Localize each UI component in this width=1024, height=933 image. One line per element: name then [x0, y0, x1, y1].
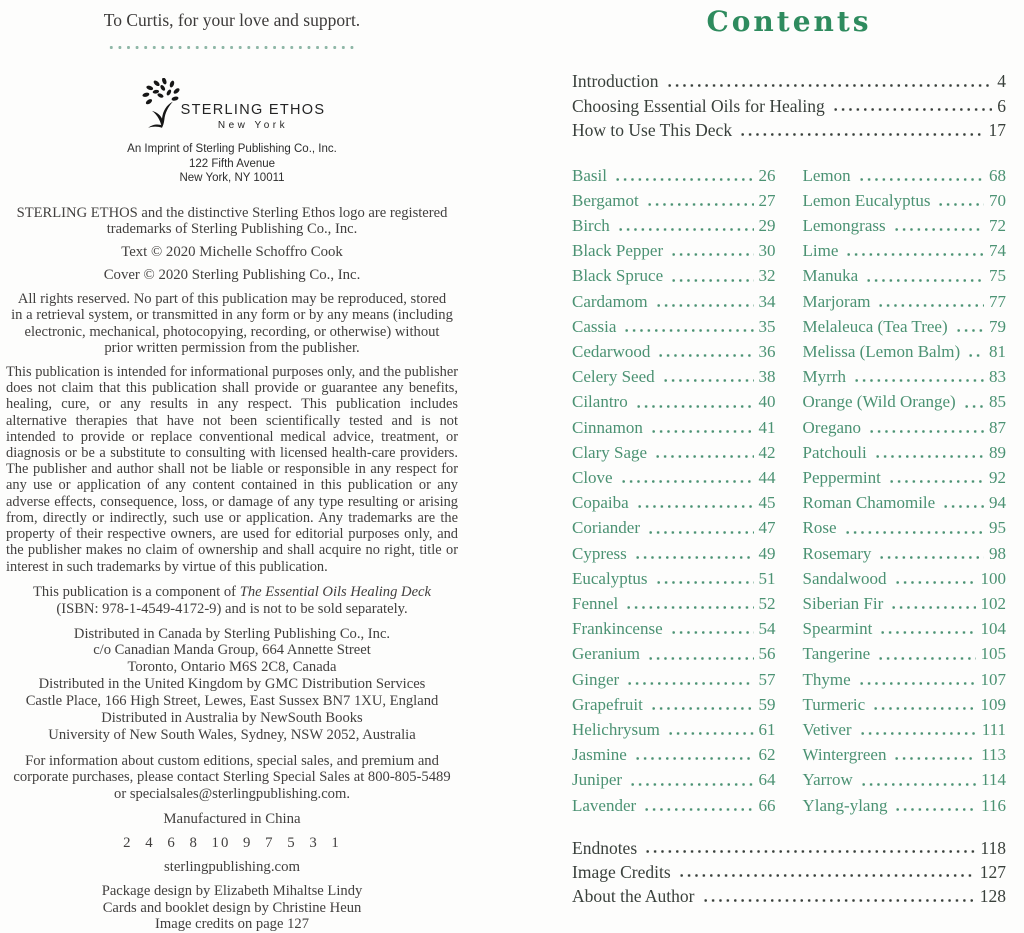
toc-entry — [572, 94, 1006, 119]
dot-leader — [961, 389, 986, 414]
dot-leader — [665, 717, 756, 742]
toc-entry — [572, 717, 776, 742]
toc-entry — [572, 566, 776, 591]
toc-entry-page: 30 — [758, 241, 776, 261]
dot-leader — [648, 415, 756, 440]
toc-entry-page: 85 — [989, 392, 1006, 412]
deck-title: The Essential Oils Healing Deck — [239, 583, 432, 600]
dot-leader — [866, 415, 986, 440]
tree-icon — [139, 78, 185, 135]
toc-entry-label: Celery Seed — [572, 367, 655, 387]
toc-entry — [572, 515, 776, 540]
toc-entry-label: Lemongrass — [802, 215, 886, 235]
dot-leader — [851, 364, 986, 389]
toc-entry-label: Yarrow — [802, 770, 853, 790]
toc-entry-label: Coriander — [572, 518, 640, 538]
toc-entry — [803, 717, 1007, 742]
dot-leader — [612, 163, 756, 188]
toc-entry-label: Clove — [572, 467, 613, 487]
manufactured-line: Manufactured in China — [163, 810, 301, 827]
toc-entry — [803, 289, 1007, 314]
toc-entry — [572, 289, 776, 314]
toc-entry-page: 89 — [989, 442, 1006, 462]
toc-entry-page: 72 — [989, 215, 1006, 235]
dot-leader — [653, 289, 756, 314]
toc-entry — [572, 339, 776, 364]
toc-entry-label: Sandalwood — [802, 568, 887, 588]
toc-entry — [572, 742, 776, 767]
trademark-paragraph: STERLING ETHOS and the distinctive Sterling Ethos logo are registered trademarks of Sterling Publishing Co., Inc. — [16, 204, 448, 238]
isbn-line: (ISBN: 978-1-4549-4172-9) and is not to be sold separately. — [56, 600, 408, 617]
toc-entry-label: Cilantro — [572, 392, 628, 412]
toc-entry-page: 98 — [989, 543, 1006, 563]
toc-entry-page: 45 — [758, 493, 776, 513]
publisher-website: sterlingpublishing.com — [163, 858, 301, 875]
toc-entry-page: 44 — [758, 467, 776, 487]
toc-entry — [572, 213, 776, 238]
toc-entry-label: About the Author — [572, 886, 695, 907]
credit-line: Cards and booklet design by Christine Heun — [102, 899, 362, 916]
toc-entry — [572, 541, 776, 566]
toc-entry-page: 64 — [758, 770, 776, 790]
toc-entry-label: Tangerine — [802, 644, 871, 664]
dot-leader — [627, 767, 755, 792]
dot-leader — [935, 188, 986, 213]
toc-entry-page: 54 — [758, 619, 776, 639]
dot-leader — [621, 314, 755, 339]
toc-entry-label: Fennel — [572, 593, 619, 613]
toc-oils-right-column — [803, 163, 1007, 818]
toc-entry-label: Eucalyptus — [572, 568, 648, 588]
print-run-line: 2 4 6 8 10 9 7 5 3 1 — [123, 834, 341, 851]
toc-entry-page: 102 — [980, 593, 1006, 613]
toc-entry — [803, 541, 1007, 566]
toc-entry-page: 35 — [758, 316, 776, 336]
toc-entry-page: 36 — [758, 341, 776, 361]
toc-entry-page: 118 — [980, 837, 1006, 858]
toc-entry — [803, 188, 1007, 213]
dot-leader — [886, 465, 986, 490]
distribution-line: Toronto, Ontario M6S 2C8, Canada — [127, 659, 337, 676]
toc-entry-page: 51 — [758, 568, 776, 588]
toc-entry — [572, 314, 776, 339]
toc-entry-page: 94 — [989, 493, 1006, 513]
toc-entry-page: 68 — [989, 165, 1006, 185]
toc-entry-label: Marjoram — [802, 291, 871, 311]
toc-entry — [572, 884, 1006, 908]
sterling-ethos-logo — [6, 78, 458, 133]
toc-entry-label: Introduction — [572, 71, 659, 91]
toc-entry-page: 87 — [989, 417, 1006, 437]
distribution-block — [6, 626, 458, 744]
toc-entry-page: 114 — [981, 770, 1006, 790]
dot-leader — [655, 339, 755, 364]
toc-entry-label: Geranium — [572, 644, 640, 664]
toc-front-matter — [572, 69, 1006, 143]
contents-page — [560, 0, 1012, 908]
dot-leader — [856, 163, 986, 188]
toc-entry-page: 47 — [758, 518, 776, 538]
toc-entry — [803, 440, 1007, 465]
toc-entry-page: 42 — [758, 442, 776, 462]
toc-entry-page: 105 — [980, 644, 1006, 664]
dot-leader — [891, 213, 986, 238]
component-text: This publication is a component of — [32, 583, 240, 600]
toc-entry-page: 6 — [997, 95, 1006, 116]
toc-back-matter — [572, 836, 1006, 909]
toc-entry — [803, 793, 1007, 818]
toc-entry-page: 116 — [981, 795, 1006, 815]
toc-entry — [803, 742, 1007, 767]
distribution-line: c/o Canadian Manda Group, 664 Annette Street — [93, 642, 371, 659]
toc-entry-page: 127 — [979, 862, 1006, 883]
toc-entry — [803, 767, 1007, 792]
credit-line: Image credits on page 127 — [155, 916, 309, 933]
dot-leader — [892, 566, 978, 591]
toc-entry-label: Black Spruce — [572, 266, 664, 286]
dot-leader — [632, 742, 756, 767]
toc-entry-label: Melaleuca (Tea Tree) — [802, 316, 948, 336]
toc-entry-page: 66 — [758, 795, 776, 815]
toc-entry-label: Patchouli — [802, 442, 867, 462]
toc-entry-label: Cypress — [572, 543, 627, 563]
toc-entry-label: Orange (Wild Orange) — [802, 392, 956, 412]
dot-leader — [668, 616, 756, 641]
toc-entry-label: Roman Chamomile — [802, 493, 936, 513]
dotted-divider — [107, 45, 357, 50]
dot-leader — [830, 94, 994, 119]
toc-entry — [572, 641, 776, 666]
toc-entry-label: Copaiba — [572, 493, 629, 513]
dot-leader — [891, 742, 978, 767]
toc-entry-page: 74 — [989, 241, 1006, 261]
toc-entry-label: Helichrysum — [572, 719, 660, 739]
toc-entry-label: Birch — [572, 215, 610, 235]
toc-entry-label: Vetiver — [802, 719, 852, 739]
distribution-line: Distributed in Canada by Sterling Publishing Co., Inc. — [73, 625, 391, 642]
toc-entry — [572, 440, 776, 465]
dot-leader — [645, 641, 756, 666]
toc-entry-page: 104 — [980, 619, 1006, 639]
toc-entry — [803, 213, 1007, 238]
toc-entry — [572, 591, 776, 616]
dot-leader — [642, 836, 977, 860]
dot-leader — [857, 717, 979, 742]
toc-entry — [803, 238, 1007, 263]
toc-entry — [572, 238, 776, 263]
toc-entry-page: 17 — [988, 120, 1006, 140]
dot-leader — [856, 667, 978, 692]
toc-entry-label: Cedarwood — [572, 341, 651, 361]
dot-leader — [877, 616, 977, 641]
toc-entry — [572, 836, 1006, 860]
toc-entry — [572, 465, 776, 490]
toc-oil-columns — [572, 163, 1006, 818]
toc-entry-page: 40 — [758, 392, 776, 412]
toc-entry-label: Cardamom — [572, 291, 648, 311]
dot-leader — [648, 692, 756, 717]
dot-leader — [653, 566, 756, 591]
contents-title: Contents — [706, 5, 872, 38]
toc-entry-page: 79 — [989, 316, 1006, 336]
dot-leader — [737, 118, 985, 143]
toc-entry-page: 75 — [989, 266, 1006, 286]
toc-entry-page: 128 — [979, 886, 1006, 907]
dot-leader — [644, 188, 756, 213]
component-note — [6, 584, 458, 618]
toc-entry-label: Basil — [572, 165, 607, 185]
dot-leader — [634, 490, 756, 515]
toc-entry-page: 77 — [989, 291, 1006, 311]
toc-entry — [803, 490, 1007, 515]
toc-entry — [572, 389, 776, 414]
toc-entry-label: Bergamot — [572, 190, 639, 210]
dot-leader — [888, 591, 977, 616]
toc-entry-label: Spearmint — [802, 619, 873, 639]
toc-entry — [803, 591, 1007, 616]
toc-entry-page: 26 — [758, 165, 776, 185]
toc-entry-label: Ginger — [572, 669, 620, 689]
toc-entry-page: 32 — [758, 266, 776, 286]
dot-leader — [623, 591, 755, 616]
imprint-line: New York, NY 10011 — [179, 172, 285, 184]
toc-entry — [572, 490, 776, 515]
toc-entry-label: How to Use This Deck — [572, 120, 733, 140]
toc-entry — [572, 793, 776, 818]
toc-entry-page: 34 — [758, 291, 776, 311]
toc-entry-label: Peppermint — [802, 467, 881, 487]
dot-leader — [618, 465, 756, 490]
toc-entry-page: 92 — [989, 467, 1006, 487]
imprint-line: An Imprint of Sterling Publishing Co., Inc. — [127, 143, 337, 155]
toc-entry-page: 83 — [989, 367, 1006, 387]
toc-entry-label: Thyme — [802, 669, 851, 689]
toc-entry — [572, 188, 776, 213]
toc-entry — [572, 860, 1006, 884]
toc-entry-page: 62 — [758, 745, 776, 765]
publisher-city: New York — [217, 120, 289, 131]
toc-entry-label: Image Credits — [572, 862, 671, 883]
toc-entry — [803, 314, 1007, 339]
dot-leader — [965, 339, 986, 364]
toc-entry-label: Frankincense — [572, 619, 663, 639]
toc-entry — [803, 364, 1007, 389]
toc-entry-label: Wintergreen — [802, 745, 887, 765]
toc-entry-page: 113 — [981, 745, 1006, 765]
dot-leader — [632, 541, 756, 566]
toc-entry-label: Choosing Essential Oils for Healing — [572, 95, 825, 116]
toc-entry-page: 49 — [758, 543, 776, 563]
publisher-name: STERLING ETHOS — [180, 102, 326, 118]
toc-entry-label: Lavender — [572, 795, 637, 815]
toc-entry-page: 29 — [758, 215, 776, 235]
dedication-text: To Curtis, for your love and support. — [103, 10, 361, 30]
toc-entry-label: Siberian Fir — [802, 593, 884, 613]
toc-entry — [803, 465, 1007, 490]
imprint-line: 122 Fifth Avenue — [188, 157, 276, 170]
distribution-line: Distributed in Australia by NewSouth Books — [101, 710, 363, 727]
copyright-page — [6, 0, 458, 933]
toc-entry — [572, 263, 776, 288]
credit-line: Package design by Elizabeth Mihaltse Lindy — [101, 882, 363, 899]
dot-leader — [875, 641, 977, 666]
distribution-line: Distributed in the United Kingdom by GMC Distribution Services — [38, 676, 426, 693]
dot-leader — [664, 69, 995, 94]
toc-entry-page: 4 — [997, 71, 1006, 91]
toc-entry-page: 81 — [989, 341, 1006, 361]
toc-entry-page: 59 — [758, 694, 776, 714]
toc-entry-page: 57 — [758, 669, 776, 689]
dot-leader — [652, 440, 755, 465]
dot-leader — [940, 490, 986, 515]
toc-entry-page: 100 — [980, 568, 1006, 588]
toc-entry-label: Cinnamon — [572, 417, 643, 437]
toc-entry — [803, 667, 1007, 692]
dot-leader — [858, 767, 978, 792]
text-copyright: Text © 2020 Michelle Schoffro Cook — [121, 243, 343, 260]
toc-entry-page: 70 — [989, 190, 1006, 210]
toc-entry — [803, 415, 1007, 440]
toc-entry — [572, 692, 776, 717]
toc-entry — [572, 69, 1006, 94]
distribution-line: University of New South Wales, Sydney, NSW 2052, Australia — [48, 726, 416, 743]
toc-entry-page: 52 — [758, 593, 776, 613]
toc-entry-label: Turmeric — [802, 694, 866, 714]
dot-leader — [615, 213, 756, 238]
toc-entry — [803, 339, 1007, 364]
toc-entry — [572, 667, 776, 692]
dot-leader — [660, 364, 756, 389]
toc-entry — [803, 163, 1007, 188]
toc-entry-page: 61 — [758, 719, 776, 739]
toc-entry-page: 107 — [980, 669, 1006, 689]
dot-leader — [676, 860, 977, 884]
toc-entry-label: Lime — [802, 241, 839, 261]
toc-entry-page: 109 — [980, 694, 1006, 714]
distribution-line: Castle Place, 166 High Street, Lewes, East Sussex BN7 1XU, England — [25, 693, 439, 710]
dot-leader — [668, 263, 755, 288]
dot-leader — [843, 238, 986, 263]
toc-entry-label: Black Pepper — [572, 241, 664, 261]
toc-entry — [572, 364, 776, 389]
dot-leader — [624, 667, 755, 692]
toc-entry-label: Manuka — [802, 266, 859, 286]
dot-leader — [641, 793, 755, 818]
toc-entry — [572, 163, 776, 188]
contact-paragraph: For information about custom editions, special sales, and premium and corporate purchases, please contact Sterling Special Sales at 800-805-5489 or specialsales@sterlingpublishing.com. — [13, 752, 451, 803]
dot-leader — [892, 793, 978, 818]
toc-entry — [803, 616, 1007, 641]
toc-entry-page: 27 — [758, 190, 776, 210]
toc-entry — [572, 767, 776, 792]
dot-leader — [872, 440, 986, 465]
dot-leader — [842, 515, 987, 540]
toc-entry-label: Grapefruit — [572, 694, 643, 714]
dot-leader — [876, 541, 986, 566]
toc-entry-label: Rosemary — [802, 543, 872, 563]
toc-entry-label: Cassia — [572, 316, 617, 336]
toc-entry-label: Ylang-ylang — [802, 795, 888, 815]
dot-leader — [953, 314, 986, 339]
dot-leader — [668, 238, 755, 263]
toc-entry — [803, 641, 1007, 666]
disclaimer-paragraph: This publication is intended for informational purposes only, and the publisher does not claim that this publication shall provide or guarantee any benefits, healing, cure, or any results in any respect. This publication includes alternative therapies that have not been scientifically tested and is not intended to provide or replace conventional medical advice, treatment, or diagnosis or be a substitute to consulting with licensed health-care providers. The publisher and author shall not be liable or responsible in any respect for any use or application of any content contained in this publication or any adverse effects, consequence, loss, or damage of any type resulting or arising from, directly or indirectly, such use or application. Any trademarks are the property of their respective owners, are used for editorial purposes only, and the publisher makes no claim of ownership and shall acquire no right, title or interest in such trademarks by virtue of this publication. — [6, 364, 458, 575]
toc-entry-label: Juniper — [572, 770, 623, 790]
rights-paragraph: All rights reserved. No part of this publication may be reproduced, stored in a retrieval system, or transmitted in any form or by any means (including electronic, mechanical, photocopying, recording, or otherwise) without prior written permission from the publisher. — [11, 290, 453, 357]
imprint-address — [6, 142, 458, 186]
toc-entry-label: Endnotes — [572, 837, 638, 858]
toc-entry — [572, 616, 776, 641]
toc-entry — [572, 415, 776, 440]
dot-leader — [700, 884, 977, 908]
toc-entry-label: Oregano — [802, 417, 862, 437]
toc-entry-page: 111 — [981, 719, 1006, 739]
toc-entry — [803, 566, 1007, 591]
toc-entry-label: Rose — [802, 518, 837, 538]
toc-entry-label: Myrrh — [802, 367, 846, 387]
toc-entry-label: Lemon Eucalyptus — [802, 190, 931, 210]
toc-entry-label: Lemon — [802, 165, 851, 185]
toc-entry — [803, 515, 1007, 540]
dot-leader — [645, 515, 756, 540]
toc-entry-page: 41 — [758, 417, 776, 437]
toc-entry-page: 38 — [758, 367, 776, 387]
toc-entry — [803, 692, 1007, 717]
toc-entry — [803, 389, 1007, 414]
toc-entry-label: Melissa (Lemon Balm) — [802, 341, 961, 361]
toc-oils-left-column — [572, 163, 776, 818]
toc-entry-page: 56 — [758, 644, 776, 664]
dot-leader — [875, 289, 986, 314]
cover-copyright: Cover © 2020 Sterling Publishing Co., Inc. — [103, 266, 361, 283]
toc-entry — [572, 118, 1006, 143]
dot-leader — [633, 389, 756, 414]
dot-leader — [863, 263, 986, 288]
toc-entry — [803, 263, 1007, 288]
toc-entry-label: Jasmine — [572, 745, 627, 765]
toc-entry-page: 95 — [989, 518, 1006, 538]
dot-leader — [870, 692, 977, 717]
toc-entry-label: Clary Sage — [572, 442, 648, 462]
